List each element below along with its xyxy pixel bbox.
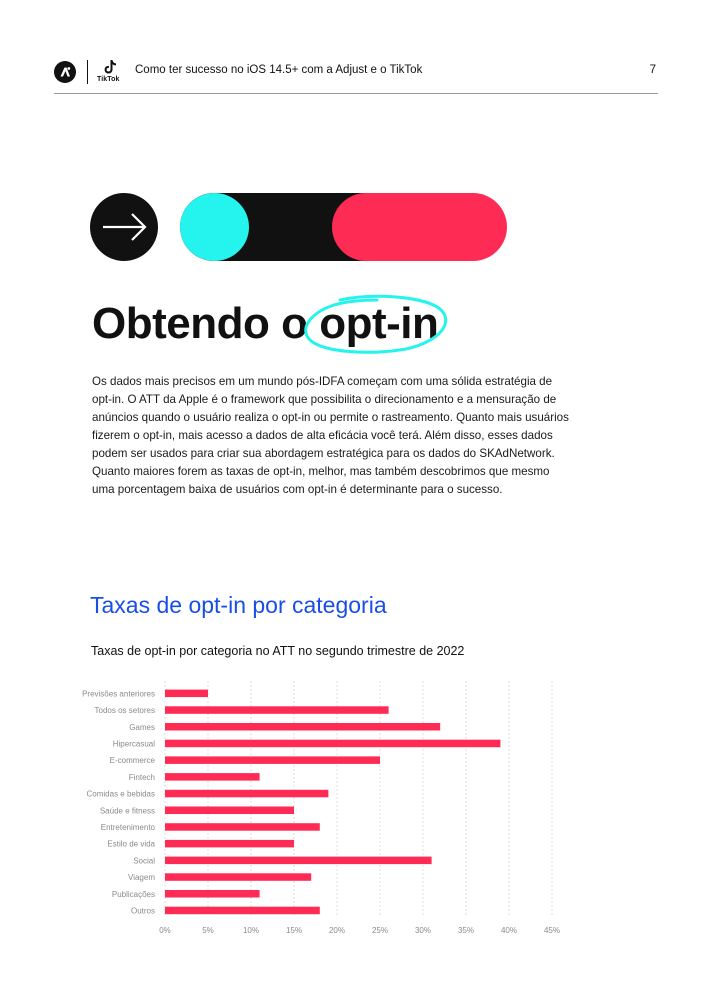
bar — [165, 807, 294, 815]
category-label: Comidas e bebidas — [86, 789, 155, 799]
bar — [165, 756, 380, 764]
x-tick-label: 40% — [500, 925, 518, 935]
body-line: fizerem o opt-in, mais acesso a dados de alta eficácia você terá. Além disso, esses dados — [92, 429, 553, 442]
x-tick-label: 5% — [202, 925, 214, 935]
bar — [165, 823, 320, 831]
chart-title: Taxas de opt-in por categoria no ATT no segundo trimestre de 2022 — [91, 644, 465, 658]
body-line: Quanto maiores forem as taxas de opt-in, melhor, mas também descobrimos que mesmo — [92, 465, 550, 478]
x-tick-label: 20% — [328, 925, 346, 935]
section-title: Taxas de opt-in por categoria — [90, 592, 387, 618]
title-part-2: opt-in — [319, 299, 439, 348]
bar — [165, 773, 260, 781]
x-tick-label: 35% — [457, 925, 475, 935]
header-title: Como ter sucesso no iOS 14.5+ com a Adjust e o TikTok — [135, 64, 423, 76]
x-tick-label: 10% — [242, 925, 260, 935]
category-label: Viagem — [128, 873, 155, 883]
bar — [165, 723, 440, 731]
bar — [165, 907, 320, 915]
adjust-logo — [54, 61, 76, 83]
bar — [165, 857, 432, 865]
body-paragraph — [92, 373, 569, 499]
category-label: E-commerce — [109, 756, 155, 766]
body-line: Os dados mais precisos em um mundo pós-IDFA começam com uma sólida estratégia de — [92, 375, 553, 388]
bar — [165, 740, 500, 748]
bar — [165, 890, 260, 898]
tiktok-wordmark: TikTok — [97, 76, 120, 83]
body-line: uma porcentagem baixa de usuários com opt-in é determinante para o sucesso. — [92, 483, 503, 496]
bar — [165, 873, 311, 881]
body-line: opt-in. O ATT da Apple é o framework que possibilita o direcionamento e a mensuração de — [92, 393, 557, 406]
x-tick-label: 0% — [159, 925, 171, 935]
category-label: Entretenimento — [100, 822, 155, 832]
category-label: Hipercasual — [112, 739, 155, 749]
category-label: Fintech — [128, 772, 155, 782]
x-tick-label: 25% — [371, 925, 389, 935]
arrow-right-icon — [90, 193, 158, 261]
bar — [165, 690, 208, 698]
x-tick-label: 15% — [285, 925, 303, 935]
tiktok-logo — [96, 58, 126, 88]
title-part-1: Obtendo o — [92, 299, 320, 348]
x-tick-label: 30% — [414, 925, 432, 935]
header-divider — [54, 93, 658, 94]
bar — [165, 840, 294, 848]
cyan-circle-decoration — [180, 193, 249, 261]
category-label: Social — [133, 856, 155, 866]
category-label: Publicações — [111, 889, 155, 899]
red-pill-decoration — [332, 193, 507, 261]
category-label: Estilo de vida — [107, 839, 155, 849]
opt-in-rate-bar-chart — [60, 676, 580, 936]
logo-divider — [87, 60, 88, 84]
x-tick-label: 45% — [543, 925, 561, 935]
category-label: Outros — [130, 906, 155, 916]
category-label: Todos os setores — [94, 706, 155, 716]
category-label: Saúde e fitness — [99, 806, 155, 816]
page-header — [54, 58, 658, 92]
circle-highlight-mark — [302, 294, 450, 356]
page-number: 7 — [649, 64, 656, 76]
category-label: Previsões anteriores — [82, 689, 155, 699]
body-line: anúncios quando o usuário realiza o opt-in ou permite o rastreamento. Quanto mais usuários — [92, 411, 569, 424]
bar — [165, 706, 389, 714]
category-label: Games — [129, 722, 155, 732]
body-line: podem ser usados para criar sua abordagem estratégica para os dados do SKAdNetwork. — [92, 447, 555, 460]
bar — [165, 790, 328, 798]
